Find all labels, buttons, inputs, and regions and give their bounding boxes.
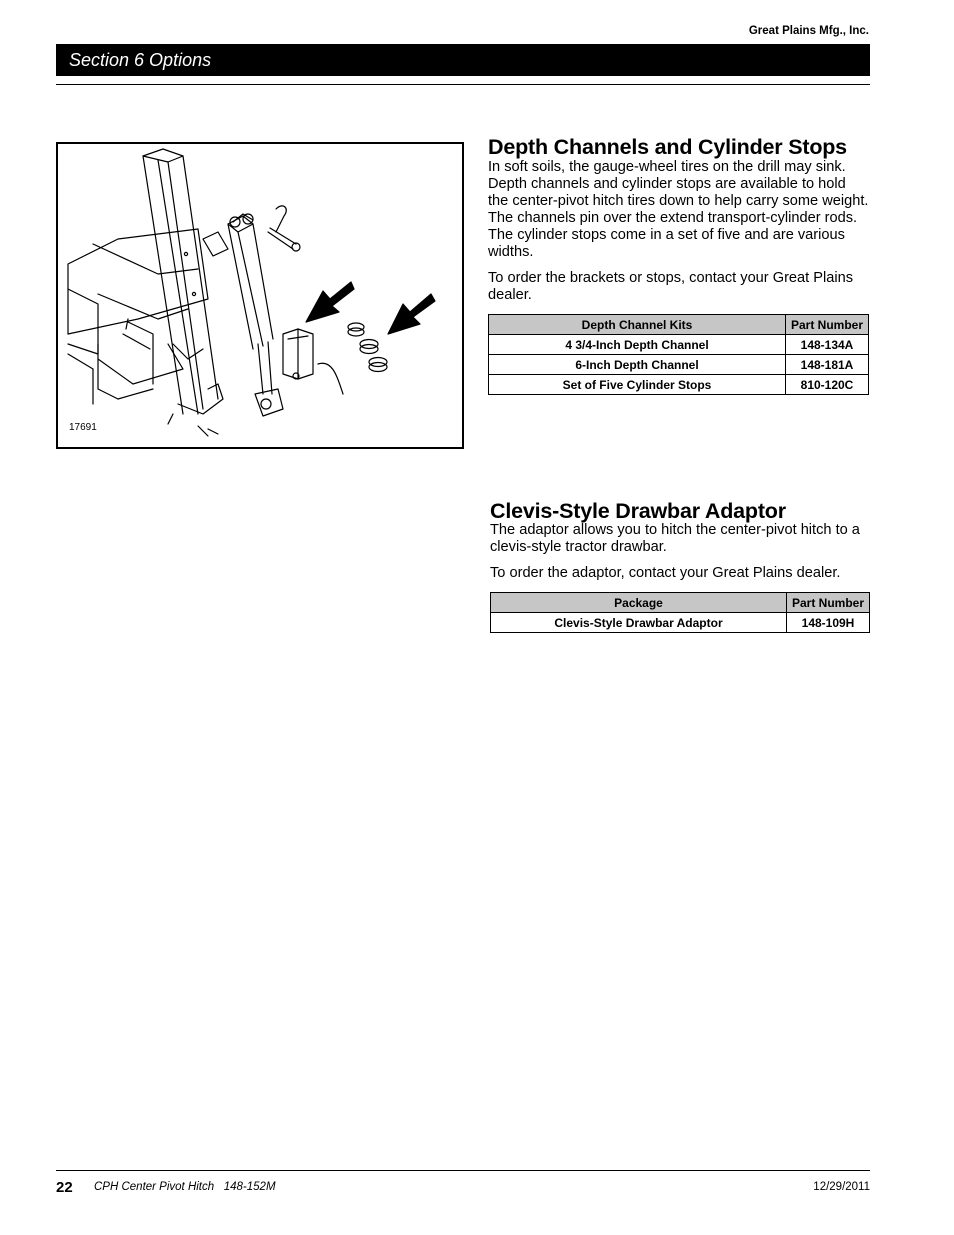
table-header-row	[489, 315, 869, 335]
company-name: Great Plains Mfg., Inc.	[748, 25, 869, 37]
part-number-cell: 148-181A	[786, 355, 869, 375]
clevis-paragraph-1: The adaptor allows you to hitch the center-pivot hitch to a clevis-style tractor drawbar.	[490, 522, 860, 555]
hitch-cylinder-illustration-icon	[58, 144, 462, 447]
depth-channels-paragraph-1: In soft soils, the gauge-wheel tires on the drill may sink. Depth channels and cylinder stops are available to hold the center-pivot hitch tires down to help carry some weight. The channels pin over the extend transport-cylinder rods. The cylinder stops come in a set of five and are various widths.	[488, 159, 869, 260]
part-number-cell: 148-134A	[786, 335, 869, 355]
clevis-package-table	[490, 592, 870, 633]
table-row	[489, 375, 869, 395]
depth-channels-title: Depth Channels and Cylinder Stops	[488, 135, 847, 159]
column-header: Part Number	[786, 315, 869, 335]
table-row	[489, 355, 869, 375]
header-rule	[56, 84, 870, 85]
kit-name-cell: 6-Inch Depth Channel	[489, 355, 786, 375]
section-header: Section 6 Options	[56, 44, 870, 76]
kit-name-cell: 4 3/4-Inch Depth Channel	[489, 335, 786, 355]
footer-date: 12/29/2011	[813, 1181, 870, 1193]
column-header: Package	[491, 593, 787, 613]
package-name-cell: Clevis-Style Drawbar Adaptor	[491, 613, 787, 633]
column-header: Part Number	[787, 593, 870, 613]
footer-document-title: CPH Center Pivot Hitch 148-152M	[94, 1181, 276, 1193]
table-row	[489, 335, 869, 355]
depth-channel-kits-table	[488, 314, 869, 395]
hitch-figure	[56, 142, 464, 449]
kit-name-cell: Set of Five Cylinder Stops	[489, 375, 786, 395]
table-header-row	[491, 593, 870, 613]
depth-channels-paragraph-2: To order the brackets or stops, contact your Great Plains dealer.	[488, 270, 854, 303]
column-header: Depth Channel Kits	[489, 315, 786, 335]
footer-rule	[56, 1170, 870, 1171]
table-row	[491, 613, 870, 633]
clevis-paragraph-2: To order the adaptor, contact your Great Plains dealer.	[490, 565, 841, 581]
clevis-title: Clevis-Style Drawbar Adaptor	[490, 499, 786, 523]
page-number: 22	[56, 1179, 73, 1196]
part-number-cell: 148-109H	[787, 613, 870, 633]
figure-number: 17691	[69, 422, 97, 433]
part-number-cell: 810-120C	[786, 375, 869, 395]
